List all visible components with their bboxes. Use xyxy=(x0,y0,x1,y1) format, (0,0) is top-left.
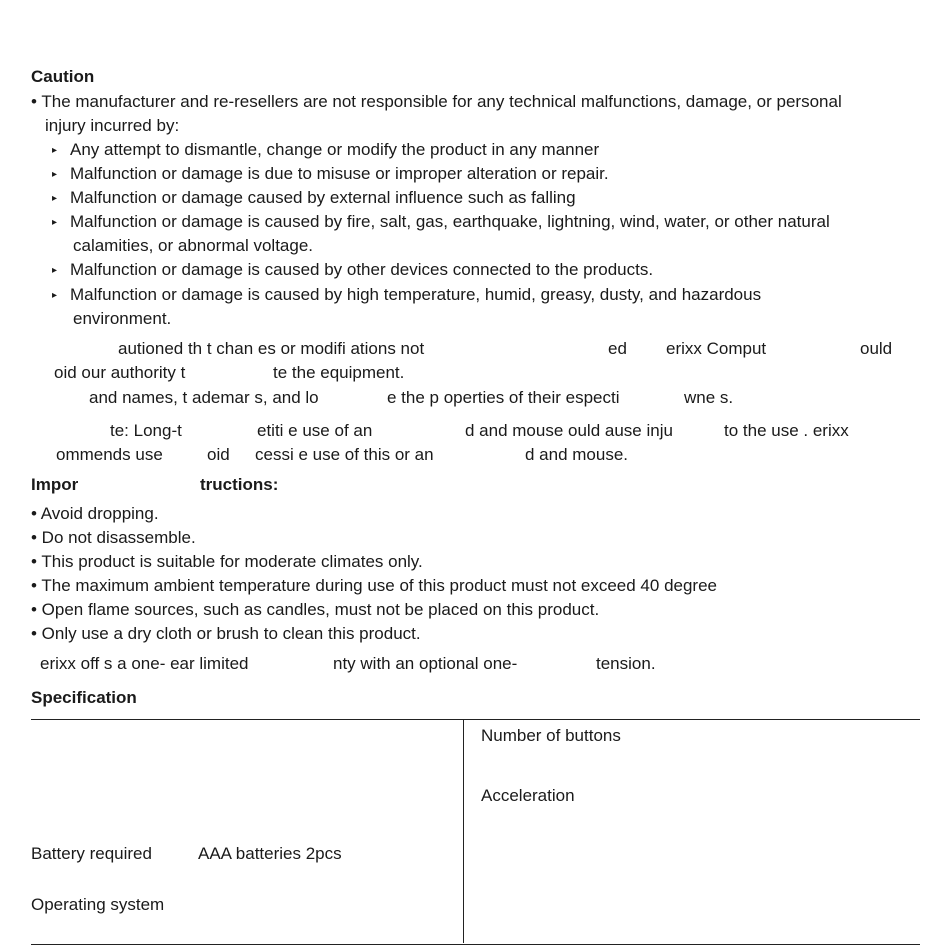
bullet-arrow-icon: ▸ xyxy=(52,192,58,204)
important-item: • Do not disassemble. xyxy=(31,528,196,547)
fragment-text: te the equipment. xyxy=(273,363,405,382)
bullet-arrow-icon: ▸ xyxy=(52,216,58,228)
spec-label-os: Operating system xyxy=(31,895,165,914)
caution-item: ▸ Any attempt to dismantle, change or modify the product in any manner xyxy=(52,138,599,163)
warranty-text: nty with an optional one- xyxy=(333,654,518,673)
fragment-text: d and mouse ould ause inju xyxy=(465,421,673,440)
caution-intro-line2: injury incurred by: xyxy=(45,116,180,135)
caution-item: ▸ Malfunction or damage is caused by high temperature, humid, greasy, dusty, and hazardous xyxy=(52,283,761,308)
fragment-text: oid xyxy=(207,445,230,464)
fragment-text: autioned th t chan es or modifi ations not xyxy=(118,339,425,358)
caution-item: ▸ Malfunction or damage is caused by fire, salt, gas, earthquake, lightning, wind, water, or other natural xyxy=(52,210,830,235)
caution-intro-line1: • The manufacturer and re-resellers are not responsible for any technical malfunctions, damage, or personal xyxy=(31,92,842,111)
caution-item: ▸ Malfunction or damage is due to misuse or improper alteration or repair. xyxy=(52,162,609,187)
fragment-text: to the use . erixx xyxy=(724,421,849,440)
fragment-text: wne s. xyxy=(684,388,734,407)
important-item: • Only use a dry cloth or brush to clean this product. xyxy=(31,624,421,643)
caution-item: ▸ Malfunction or damage is caused by other devices connected to the products. xyxy=(52,258,653,283)
spec-label-acceleration: Acceleration xyxy=(481,786,575,805)
important-heading-part: Impor xyxy=(31,475,79,494)
important-item: • Open flame sources, such as candles, must not be placed on this product. xyxy=(31,600,600,619)
spec-label-buttons: Number of buttons xyxy=(481,726,621,745)
warranty-text: tension. xyxy=(596,654,656,673)
caution-item-continuation: calamities, or abnormal voltage. xyxy=(73,236,314,255)
spec-label-battery: Battery required xyxy=(31,844,152,863)
fragment-text: ed xyxy=(608,339,627,358)
important-item: • The maximum ambient temperature during use of this product must not exceed 40 degree xyxy=(31,576,718,595)
fragment-text: te: Long-t xyxy=(110,421,182,440)
fragment-text: cessi e use of this or an xyxy=(255,445,434,464)
fragment-text: ould xyxy=(860,339,893,358)
warranty-text: erixx off s a one- ear limited xyxy=(40,654,249,673)
fragment-text: d and mouse. xyxy=(525,445,629,464)
fragment-text: oid our authority t xyxy=(54,363,186,382)
bullet-arrow-icon: ▸ xyxy=(52,168,58,180)
fragment-text: etiti e use of an xyxy=(257,421,373,440)
important-heading-part: tructions: xyxy=(200,475,279,494)
fragment-text: ommends use xyxy=(56,445,163,464)
important-item: • This product is suitable for moderate climates only. xyxy=(31,552,423,571)
bullet-arrow-icon: ▸ xyxy=(52,264,58,276)
fragment-text: and names, t ademar s, and lo xyxy=(89,388,319,407)
table-divider xyxy=(463,719,464,943)
bullet-arrow-icon: ▸ xyxy=(52,144,58,156)
specification-table xyxy=(31,719,920,945)
bullet-arrow-icon: ▸ xyxy=(52,289,58,301)
spec-value-battery: AAA batteries 2pcs xyxy=(198,844,342,863)
specification-heading: Specification xyxy=(31,688,137,707)
caution-heading: Caution xyxy=(31,67,95,86)
caution-item: ▸ Malfunction or damage caused by external influence such as falling xyxy=(52,186,576,211)
caution-item-continuation: environment. xyxy=(73,309,172,328)
fragment-text: e the p operties of their especti xyxy=(387,388,620,407)
fragment-text: erixx Comput xyxy=(666,339,767,358)
important-item: • Avoid dropping. xyxy=(31,504,159,523)
